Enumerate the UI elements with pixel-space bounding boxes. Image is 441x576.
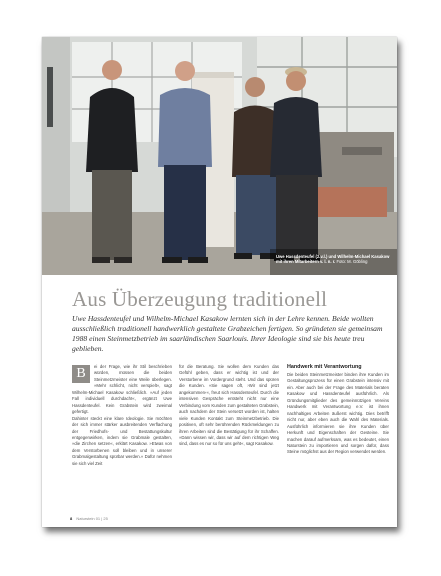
photo-illustration [42, 37, 397, 275]
section-heading: Handwerk mit Verantwortung [287, 364, 362, 370]
col2-paragraph: für die Beratung. Sie wollen dem Kunden das Gefühl geben, dass er wichtig ist und der Verstorbene im Vordergrund steht. Und das spüren die Kunden. »Sie sagen oft, ›Wir sind jetzt angekommen‹«, freut sich Hassdenteufel. Durch die intensiven Gespräche entsteht nicht nur eine Verbindung vom Kunden zum gestalteten Grabstein, auch nachdem der Stein versetzt worden ist, halten viele Kunden Kontakt zum Steinmetzbetrieb. Die positiven, oft sehr berührenden Rückmeldungen zu ihren Arbeiten sind die Bestätigung für ihr Schaffen. »Dann wissen wir, dass wir auf dem richtigen Weg sind, dass es nur so für uns geht«, sagt Kasakow. [179, 364, 279, 447]
page-number: 8 [70, 516, 73, 521]
text-column-1 [72, 364, 172, 467]
text-column-2 [179, 364, 279, 448]
col1-paragraph: Dahinter steckt eine klare Ideologie. Sie möchten der sich immer stärker ausbreitenden Verflachung der Friedhofs- und Bestattungskultur entgegenwirken, indem sie Grabmale gestalten, »die Zirchen setzen«, erklärt Kasakow. »Etwas von dem Verstorbenen soll bleiben und in unserer Grabmalgestaltung spürbar werden.« Dafür nehmen sie sich viel Zeit [72, 415, 172, 466]
page-footer [70, 516, 108, 521]
drop-cap: B [72, 365, 90, 383]
photo-caption [276, 254, 394, 265]
magazine-page [42, 37, 397, 527]
text-column-3 [287, 364, 389, 456]
article-intro: Uwe Hassdenteufel und Wilhelm-Michael Kasakow lernten sich in der Lehre kennen. Beide wollten ausschließlich traditionell handwerklich gestaltete Grabzeichen fertigen. So gründeten sie gemeinsam 1988 einen Steinmetzbetrieb im saarländischen Saarlouis. Ihrer Ideologie sind sie bis heute treu geblieben. [72, 314, 383, 353]
article-headline: Aus Überzeugung traditionell [72, 287, 328, 311]
col3-paragraph: Die beiden Steinmetzmeister binden ihre Kunden im Gestaltungsprozess für einen Grabstein intensiv mit ein. Aber auch bei der Frage des Materials beraten Kasakow und Hassdenteufel ausführlich. Als Gründungsmitglieder des gemeinnützigen Vereins Handwerk mit Verantwortung e.V. ist ihnen nachhaltiges Arbeiten äußerst wichtig. Dies betrifft nicht nur, aber eben auch die Wahl des Materials. Ausführlich informieren sie ihre Kunden über Herkunft und Eigenschaften der Gesteine. Sie machen darauf aufmerksam, was es bedeutet, einen Naturstein zu importieren und sorgen dafür, dass Steine möglichst aus der Region verwendet werden. [287, 372, 389, 455]
workshop-photo [42, 37, 397, 275]
caption-text: Uwe Hassdenteufel (2.v.l.) und Wilhelm-Michael Kasakow mit ihren Mitarbeitern v. l. n. r. [276, 254, 390, 265]
photo-credit: Foto: M. Göbling [336, 259, 368, 265]
footer-label: Naturstein 01 | 25 [76, 516, 108, 521]
col1-lead: ei der Frage, wie ihr Stil beschrieben würden, müssen die beiden Steinmetzmeister eine Weile überlegen. »Mehr schlicht, nicht verspielt«, sagt Wilhelm-Michael Kasakow schließlich. »Auf jeden Fall individuell durchdacht«, ergänzt Uwe Hassdenteufel. Kein Grabstein wird zweimal gefertigt. [72, 364, 172, 415]
